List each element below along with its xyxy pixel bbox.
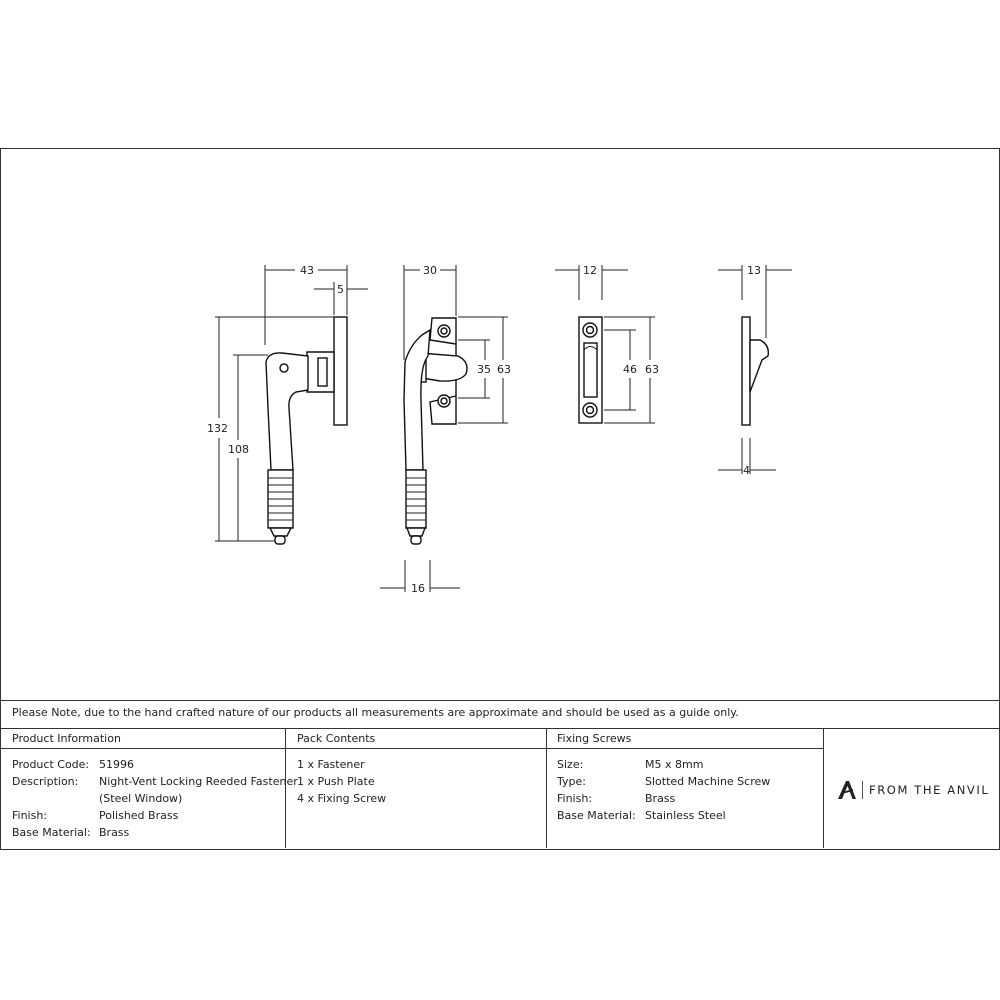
table-top-rule bbox=[0, 700, 999, 701]
base-material-value: Brass bbox=[99, 826, 130, 839]
pack-item: 1 x Push Plate bbox=[297, 775, 375, 788]
description-value-continued: (Steel Window) bbox=[99, 792, 183, 805]
dim-5: 5 bbox=[337, 283, 344, 296]
base-material-label: Base Material: bbox=[12, 826, 91, 839]
fixing-screws-heading: Fixing Screws bbox=[557, 732, 632, 745]
dim-43: 43 bbox=[300, 264, 314, 277]
screw-finish-label: Finish: bbox=[557, 792, 593, 805]
dim-63-front: 63 bbox=[497, 363, 511, 376]
screw-type-label: Type: bbox=[557, 775, 586, 788]
pack-contents-heading: Pack Contents bbox=[297, 732, 376, 745]
screw-type-value: Slotted Machine Screw bbox=[645, 775, 771, 788]
measurement-note: Please Note, due to the hand crafted nature of our products all measurements are approximate and should be used as a guide only. bbox=[12, 706, 739, 719]
front-handle-finial bbox=[411, 536, 421, 544]
dim-30: 30 bbox=[423, 264, 437, 277]
fastener-side-view bbox=[266, 317, 347, 544]
dim-132: 132 bbox=[207, 422, 228, 435]
column-divider-2 bbox=[546, 728, 547, 848]
finish-label: Finish: bbox=[12, 809, 48, 822]
side-base-plate bbox=[334, 317, 347, 425]
screw-size-label: Size: bbox=[557, 758, 584, 771]
screw-finish-value: Brass bbox=[645, 792, 676, 805]
product-information-heading: Product Information bbox=[12, 732, 121, 745]
product-code-value: 51996 bbox=[99, 758, 134, 771]
pack-item: 4 x Fixing Screw bbox=[297, 792, 387, 805]
dim-35: 35 bbox=[477, 363, 491, 376]
header-bottom-rule bbox=[0, 748, 823, 749]
product-code-label: Product Code: bbox=[12, 758, 90, 771]
description-label: Description: bbox=[12, 775, 79, 788]
dimension-lines bbox=[215, 265, 792, 592]
dim-12: 12 bbox=[583, 264, 597, 277]
push-plate-side-view bbox=[742, 317, 768, 425]
front-handle-top bbox=[404, 330, 430, 470]
dim-108: 108 bbox=[228, 443, 249, 456]
push-plate-side-keeper bbox=[750, 340, 768, 392]
description-value: Night-Vent Locking Reeded Fastener bbox=[99, 775, 298, 788]
dim-63-push-plate: 63 bbox=[645, 363, 659, 376]
dim-13: 13 bbox=[747, 264, 761, 277]
screw-base-material-value: Stainless Steel bbox=[645, 809, 726, 822]
push-plate-recess bbox=[584, 343, 597, 397]
brand-name: FROM THE ANVIL bbox=[869, 783, 990, 797]
side-catch bbox=[318, 358, 327, 386]
screw-base-material-label: Base Material: bbox=[557, 809, 636, 822]
screw-size-value: M5 x 8mm bbox=[645, 758, 704, 771]
anvil-a-logo-icon bbox=[836, 780, 858, 800]
brand-logo bbox=[836, 780, 989, 800]
push-plate-side-body bbox=[742, 317, 750, 425]
side-handle-finial bbox=[275, 536, 285, 544]
fastener-front-view bbox=[404, 318, 467, 544]
push-plate-front-view bbox=[579, 317, 602, 423]
note-bottom-rule bbox=[0, 728, 999, 729]
side-handle-cap bbox=[270, 528, 291, 536]
finish-value: Polished Brass bbox=[99, 809, 179, 822]
dim-16: 16 bbox=[411, 582, 425, 595]
side-pivot bbox=[280, 364, 288, 372]
pack-item: 1 x Fastener bbox=[297, 758, 365, 771]
column-divider-3 bbox=[823, 728, 824, 848]
brand-separator bbox=[862, 781, 863, 799]
dim-46: 46 bbox=[623, 363, 637, 376]
front-handle-cap bbox=[407, 528, 425, 536]
dim-4: 4 bbox=[743, 464, 750, 477]
